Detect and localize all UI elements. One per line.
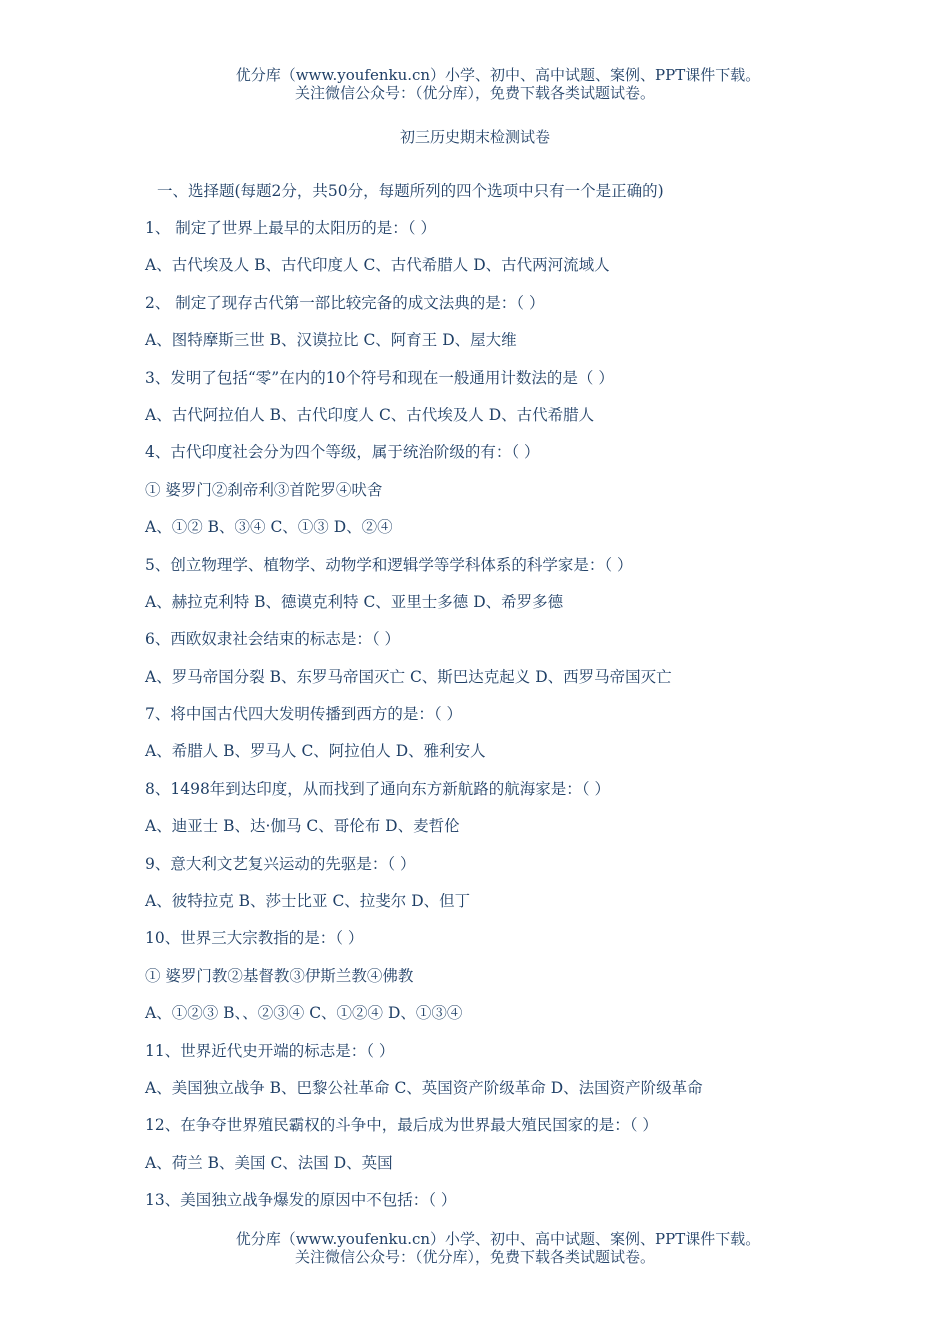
document-title: 初三历史期末检测试卷	[399, 128, 550, 146]
question-line: 9、意大利文艺复兴运动的先驱是：（ ）	[145, 854, 416, 873]
question-line: 5、创立物理学、植物学、动物学和逻辑学等学科体系的科学家是：（ ）	[145, 555, 633, 574]
question-line: 6、西欧奴隶社会结束的标志是：（ ）	[145, 630, 401, 649]
answer-options-line: A、①② B、③④ C、①③ D、②④	[145, 518, 393, 537]
answer-options-line: A、古代阿拉伯人 B、古代印度人 C、古代埃及人 D、古代希腊人	[145, 405, 595, 424]
question-line: 1、 制定了世界上最早的太阳历的是：（ ）	[145, 219, 436, 237]
question-line: 7、将中国古代四大发明传播到西方的是：（ ）	[145, 705, 463, 724]
answer-options-line: A、迪亚士 B、达·伽马 C、哥伦布 D、麦哲伦	[145, 817, 460, 836]
answer-options-line: A、希腊人 B、罗马人 C、阿拉伯人 D、雅利安人	[145, 742, 486, 761]
question-line: 13、美国独立战争爆发的原因中不包括：（ ）	[145, 1191, 457, 1210]
header-line-2: 关注微信公众号：（优分库），免费下载各类试题试卷。	[294, 84, 655, 102]
question-items-line: ① 婆罗门教②基督教③伊斯兰教④佛教	[145, 966, 414, 985]
section-heading: 一、选择题(每题2分，共50分，每题所列的四个选项中只有一个是正确的)	[157, 182, 664, 200]
answer-options-line: A、①②③ B、、②③④ C、①②④ D、①③④	[145, 1004, 463, 1023]
answer-options-line: A、美国独立战争 B、巴黎公社革命 C、英国资产阶级革命 D、法国资产阶级革命	[145, 1078, 703, 1097]
question-line: 12、在争夺世界殖民霸权的斗争中，最后成为世界最大殖民国家的是：（ ）	[145, 1116, 658, 1135]
question-line: 11、世界近代史开端的标志是：（ ）	[145, 1041, 395, 1060]
question-line: 3、发明了包括“零”在内的10个符号和现在一般通用计数法的是（ ）	[145, 368, 614, 387]
answer-options-line: A、古代埃及人 B、古代印度人 C、古代希腊人 D、古代两河流域人	[145, 256, 610, 275]
header-line-1: 优分库（www.youfenku.cn）小学、初中、高中试题、案例、PPT课件下载。	[235, 66, 761, 84]
answer-options-line: A、彼特拉克 B、莎士比亚 C、拉斐尔 D、但丁	[145, 892, 471, 911]
question-line: 2、 制定了现存古代第一部比较完备的成文法典的是：（ ）	[145, 293, 545, 312]
answer-options-line: A、罗马帝国分裂 B、东罗马帝国灭亡 C、斯巴达克起义 D、西罗马帝国灭亡	[145, 667, 672, 686]
footer-line-1: 优分库（www.youfenku.cn）小学、初中、高中试题、案例、PPT课件下载。	[235, 1230, 761, 1248]
page-header	[0, 66, 950, 102]
answer-options-line: A、图特摩斯三世 B、汉谟拉比 C、阿育王 D、屋大维	[145, 331, 517, 350]
page-footer	[0, 1230, 950, 1266]
question-line: 8、1498年到达印度，从而找到了通向东方新航路的航海家是：（ ）	[145, 779, 610, 798]
question-line: 4、古代印度社会分为四个等级，属于统治阶级的有：（ ）	[145, 443, 540, 462]
footer-line-2: 关注微信公众号：（优分库），免费下载各类试题试卷。	[294, 1248, 655, 1266]
answer-options-line: A、赫拉克利特 B、德谟克利特 C、亚里士多德 D、希罗多德	[145, 592, 564, 611]
question-list	[145, 219, 865, 1229]
question-items-line: ① 婆罗门②刹帝利③首陀罗④吠舍	[145, 480, 383, 499]
question-line: 10、世界三大宗教指的是：（ ）	[145, 929, 364, 948]
answer-options-line: A、荷兰 B、美国 C、法国 D、英国	[145, 1153, 393, 1172]
